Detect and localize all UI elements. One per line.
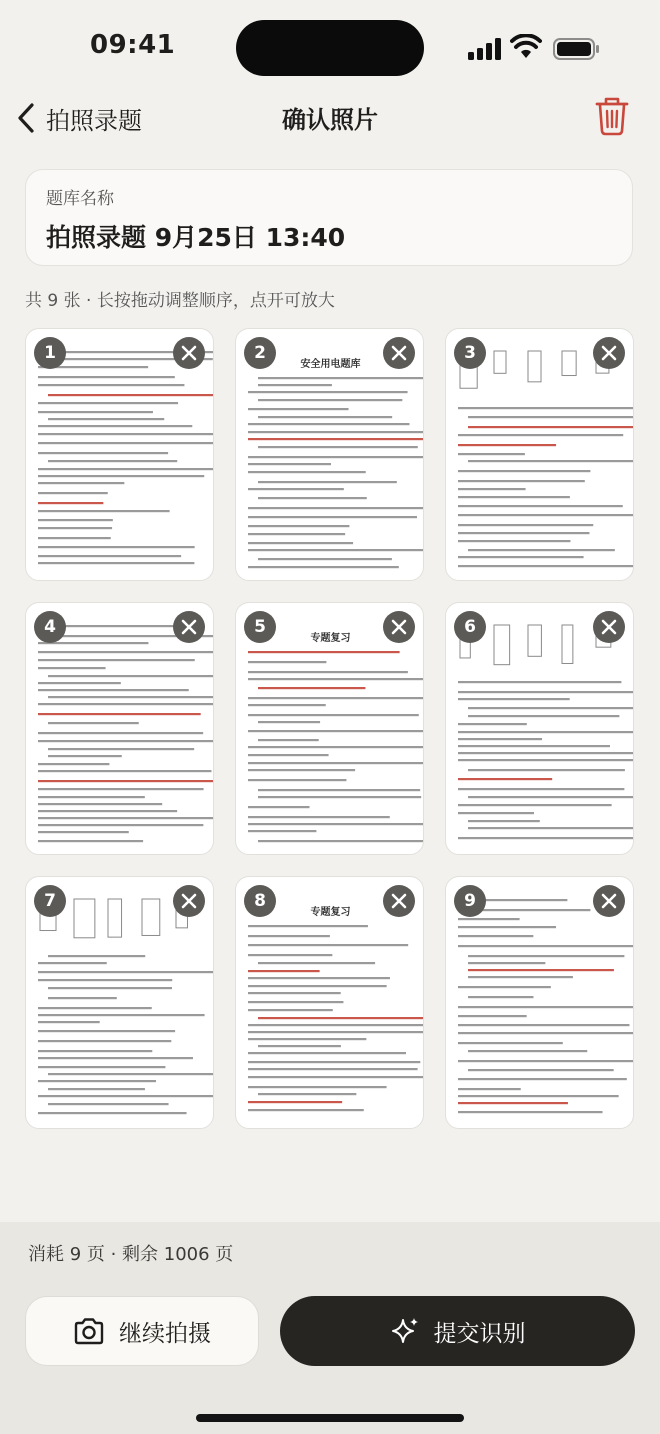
remove-photo-button[interactable] — [173, 611, 205, 643]
sparkle-icon — [390, 1316, 420, 1346]
camera-icon — [73, 1317, 105, 1345]
back-label: 拍照录题 — [46, 106, 142, 135]
close-icon — [173, 337, 205, 369]
page-heading: 安全用电题库 — [236, 355, 424, 370]
photo-index-badge: 6 — [454, 611, 486, 643]
battery-icon — [553, 38, 601, 60]
photo-thumbnail[interactable] — [445, 602, 634, 855]
submit-recognition-button[interactable] — [280, 1296, 635, 1366]
photo-index-badge: 1 — [34, 337, 66, 369]
bank-name-input[interactable]: 拍照录题 9月25日 13:40 — [46, 223, 346, 252]
photo-index-badge: 4 — [34, 611, 66, 643]
photo-index-badge: 9 — [454, 885, 486, 917]
remove-photo-button[interactable] — [173, 337, 205, 369]
home-indicator — [196, 1414, 464, 1422]
close-icon — [173, 885, 205, 917]
close-icon — [593, 337, 625, 369]
continue-shooting-label: 继续拍摄 — [119, 1320, 211, 1347]
photo-thumbnail[interactable] — [25, 876, 214, 1129]
page-title: 确认照片 — [282, 106, 378, 134]
photo-index-badge: 7 — [34, 885, 66, 917]
close-icon — [173, 611, 205, 643]
photo-index-badge: 5 — [244, 611, 276, 643]
continue-shooting-button[interactable] — [25, 1296, 259, 1366]
page-usage: 消耗 9 页 · 剩余 1006 页 — [28, 1244, 234, 1265]
close-icon — [593, 885, 625, 917]
bottom-bar — [0, 1222, 660, 1434]
photo-thumbnail[interactable] — [235, 602, 424, 855]
submit-recognition-label: 提交识别 — [433, 1320, 526, 1347]
photo-thumbnail[interactable] — [235, 876, 424, 1129]
photo-index-badge: 3 — [454, 337, 486, 369]
cellular-signal-icon — [468, 38, 502, 60]
dynamic-island — [236, 20, 424, 76]
wifi-icon — [510, 34, 542, 60]
remove-photo-button[interactable] — [383, 611, 415, 643]
remove-photo-button[interactable] — [383, 885, 415, 917]
photo-hint: 共 9 张 · 长按拖动调整顺序，点开可放大 — [25, 291, 335, 311]
photo-thumbnail[interactable] — [235, 328, 424, 581]
page-heading: 专题复习 — [236, 903, 424, 918]
close-icon — [383, 885, 415, 917]
bank-name-card[interactable] — [25, 169, 633, 266]
page-heading: 专题复习 — [236, 629, 424, 644]
remove-photo-button[interactable] — [173, 885, 205, 917]
photo-index-badge: 2 — [244, 337, 276, 369]
bank-name-label: 题库名称 — [46, 189, 114, 209]
photo-thumbnail[interactable] — [445, 876, 634, 1129]
photo-thumbnail[interactable] — [25, 328, 214, 581]
close-icon — [383, 611, 415, 643]
trash-icon[interactable] — [594, 96, 630, 136]
status-time: 09:41 — [90, 30, 176, 60]
remove-photo-button[interactable] — [383, 337, 415, 369]
close-icon — [383, 337, 415, 369]
photo-thumbnail[interactable] — [25, 602, 214, 855]
photo-index-badge: 8 — [244, 885, 276, 917]
status-bar — [0, 0, 660, 96]
remove-photo-button[interactable] — [593, 885, 625, 917]
close-icon — [593, 611, 625, 643]
remove-photo-button[interactable] — [593, 337, 625, 369]
photo-thumbnail[interactable] — [445, 328, 634, 581]
navigation-bar — [0, 96, 660, 140]
remove-photo-button[interactable] — [593, 611, 625, 643]
